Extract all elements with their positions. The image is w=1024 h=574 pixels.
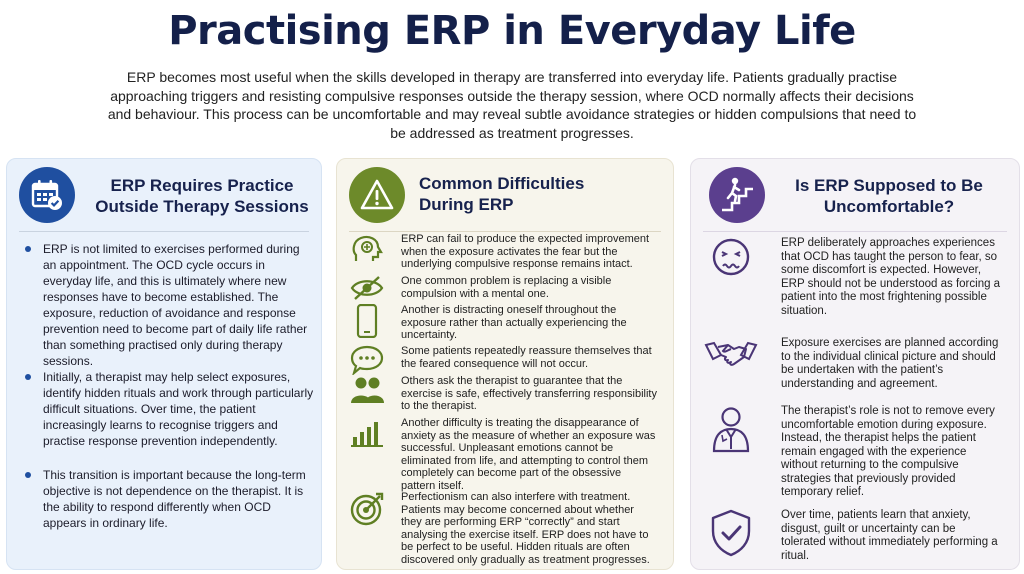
handshake-icon: [701, 337, 761, 391]
divider: [703, 231, 1007, 232]
list-item: [23, 467, 315, 531]
people-icon: [345, 375, 389, 413]
card-title: Common Difficulties During ERP: [419, 174, 585, 214]
card-title: ERP Requires Practice Outside Therapy Sessions: [95, 176, 309, 216]
list-item: [701, 337, 1013, 391]
list-item: [23, 241, 315, 369]
card-practice-outside: [6, 158, 322, 570]
item-text: Another difficulty is treating the disappearance of anxiety as the measure of whether an exposure was successful. Unpleasant emotions cannot be eliminated from life, and attempting to control them completely can become part of the obsessive pattern itself.: [401, 417, 656, 492]
divider: [19, 231, 309, 232]
item-text: One common problem is replacing a visible compulsion with a mental one.: [401, 275, 612, 300]
speech-bubble-icon: [345, 345, 389, 375]
bullet-text: Initially, a therapist may help select exposures, identify hidden rituals and work through particularly difficult situations. Over time, the patient increasingly learns to recognise triggers and practise response prevention independently.: [43, 370, 314, 448]
head-thought-icon: [345, 233, 389, 271]
page-title: Practising ERP in Everyday Life: [168, 8, 856, 54]
item-text: The therapist’s role is not to remove every uncomfortable emotion during exposure. Instead, the therapist helps the patient remain engaged with the experience without returning to the compulsive strategies that previously provided temporary relief.: [781, 405, 995, 498]
bar-chart-icon: [345, 417, 389, 492]
list-item: [701, 509, 1013, 563]
eye-slash-icon: [345, 275, 389, 301]
bullet-dot: [25, 472, 31, 478]
bullet-text: ERP is not limited to exercises performed during an appointment. The OCD cycle occurs in everyday life, and this is ultimately where new responses have to become established. The exposure, reduction of avoidance and response prevention need to become part of daily life rather than something practised only during therapy sessions.: [43, 242, 308, 368]
list-item: [701, 405, 1013, 500]
list-item: [345, 345, 665, 375]
bullet-text: This transition is important because the long-term objective is not dependence on the therapist. It is the ability to respond differently when OCD appears in ordinary life.: [43, 468, 306, 530]
item-text: Others ask the therapist to guarantee that the exercise is safe, effectively transferring responsibility to the therapist.: [401, 375, 657, 412]
list-item: [345, 417, 665, 492]
smartphone-icon: [345, 304, 389, 342]
list-item: [345, 304, 665, 342]
target-icon: [345, 491, 389, 566]
stairs-climber-icon: [709, 167, 765, 223]
list-item: [23, 369, 315, 449]
list-item: [345, 375, 665, 413]
uncomfortable-face-icon: [701, 237, 761, 318]
item-text: Another is distracting oneself throughout the exposure rather than actually experiencing the uncertainty.: [401, 304, 627, 341]
therapist-icon: [701, 405, 761, 500]
list-item: [345, 233, 665, 271]
item-text: Over time, patients learn that anxiety, disgust, guilt or uncertainty can be tolerated without immediately performing a ritual.: [781, 509, 998, 562]
item-text: Exposure exercises are planned according to the individual clinical picture and should be undertaken with the patient’s understanding and agreement.: [781, 337, 999, 390]
bullet-dot: [25, 246, 31, 252]
card-uncomfortable: [690, 158, 1020, 570]
list-item: [345, 491, 665, 566]
item-text: ERP can fail to produce the expected improvement when the exposure activates the fear but the underlying compulsive response remains intact.: [401, 233, 650, 270]
item-text: ERP deliberately approaches experiences that OCD has taught the person to fear, so some discomfort is expected. However, ERP should not be understood as forcing a patient into the most frightening possible situation.: [781, 237, 1001, 317]
shield-check-icon: [701, 509, 761, 563]
bullet-dot: [25, 374, 31, 380]
list-item: [701, 237, 1013, 318]
divider: [349, 231, 661, 232]
card-title: Is ERP Supposed to Be Uncomfortable?: [795, 176, 983, 216]
intro-paragraph: ERP becomes most useful when the skills developed in therapy are transferred into everyday life. Patients gradually practise approaching triggers and resisting compulsive responses outside the therapy session, where OCD normally affects their decisions and behaviour. This process can be uncomfortable and may reveal subtle avoidance strategies or hidden compulsions that need to be addressed as treatment progresses.: [107, 69, 917, 141]
warning-triangle-icon: [349, 167, 405, 223]
card-common-difficulties: [336, 158, 674, 570]
item-text: Some patients repeatedly reassure themselves that the feared consequence will not occur.: [401, 345, 652, 370]
item-text: Perfectionism can also interfere with treatment. Patients may become concerned about whether they are performing ERP “correctly” and start analysing the exercise itself. ERP does not have to be perfect to be useful. Hidden rituals are often discovered only gradually as treatment progresses.: [401, 491, 650, 566]
list-item: [345, 275, 665, 301]
calendar-check-icon: [19, 167, 75, 223]
